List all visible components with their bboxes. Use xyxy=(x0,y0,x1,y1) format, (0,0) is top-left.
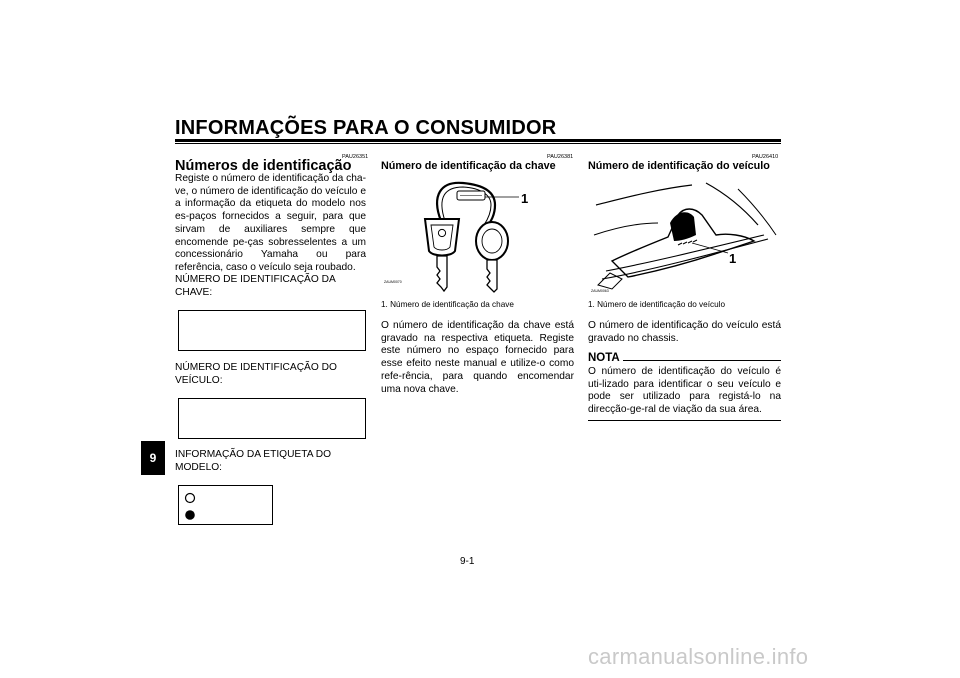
keys-illustration-icon xyxy=(381,175,571,293)
chassis-figure xyxy=(588,175,780,293)
key-figure xyxy=(381,175,571,293)
chassis-illustration-icon xyxy=(588,175,780,293)
title-rule xyxy=(175,139,781,142)
chassis-paragraph: O número de identificação do veículo está gravado no chassis. xyxy=(588,320,781,344)
key-paragraph: O número de identificação da chave está gravado na respectiva etiqueta. Registe este número no espaço fornecido para esse efeito neste manual e utilize-o como refe-rência, para quando encomendar uma nova chave. xyxy=(381,320,574,395)
key-number-box xyxy=(178,310,366,351)
figure-caption: 1. Número de identificação da chave xyxy=(381,300,514,309)
note-rule-bottom xyxy=(588,420,781,421)
callout-number: 1 xyxy=(521,191,529,206)
section-heading: Números de identificação xyxy=(175,158,352,174)
section-code: PAU26381 xyxy=(547,154,574,160)
model-label-label: INFORMAÇÃO DA ETIQUETA DO MODELO: xyxy=(175,449,332,473)
page-number: 9-1 xyxy=(460,556,475,567)
note-text: O número de identificação do veículo é uti-lizado para identificar o seu veículo e pode ser utilizado para registá-lo na direcção-ge-ral de viação da sua área. xyxy=(588,366,781,416)
figure-caption: 1. Número de identificação do veículo xyxy=(588,300,725,309)
section-heading: Número de identificação do veículo xyxy=(588,160,770,172)
title-rule-thin xyxy=(175,143,781,144)
callout-number: 1 xyxy=(729,251,737,266)
vehicle-number-label: NÚMERO DE IDENTIFICAÇÃO DO VEÍCULO: xyxy=(175,362,337,386)
section-code: PAU26410 xyxy=(752,154,779,160)
figure-code: ZAUM0063 xyxy=(591,289,609,293)
section-heading: Número de identificação da chave xyxy=(381,160,556,172)
figure-code: ZAUM0070 xyxy=(384,280,402,284)
model-label-box xyxy=(178,485,273,525)
note-title: NOTA xyxy=(588,352,620,364)
watermark: carmanualsonline.info xyxy=(588,644,809,669)
intro-paragraph: Registe o número de identificação da cha-ve, o número de identificação do veículo e a informação da etiqueta do modelo nos es-paços fornecidos a seguir, para que sirvam de auxiliares sempre que encomende pe-ças sobresselentes a um concessionário Yamaha ou para referência, caso o veículo seja roubado. xyxy=(175,173,366,273)
vehicle-number-box xyxy=(178,398,366,439)
chapter-tab: 9 xyxy=(141,441,165,475)
section-code: PAU26351 xyxy=(342,154,369,160)
note-rule-top xyxy=(623,360,781,361)
model-label-symbols-icon xyxy=(182,488,202,524)
page-title: INFORMAÇÕES PARA O CONSUMIDOR xyxy=(175,117,557,139)
key-number-label: NÚMERO DE IDENTIFICAÇÃO DA CHAVE: xyxy=(175,274,336,298)
